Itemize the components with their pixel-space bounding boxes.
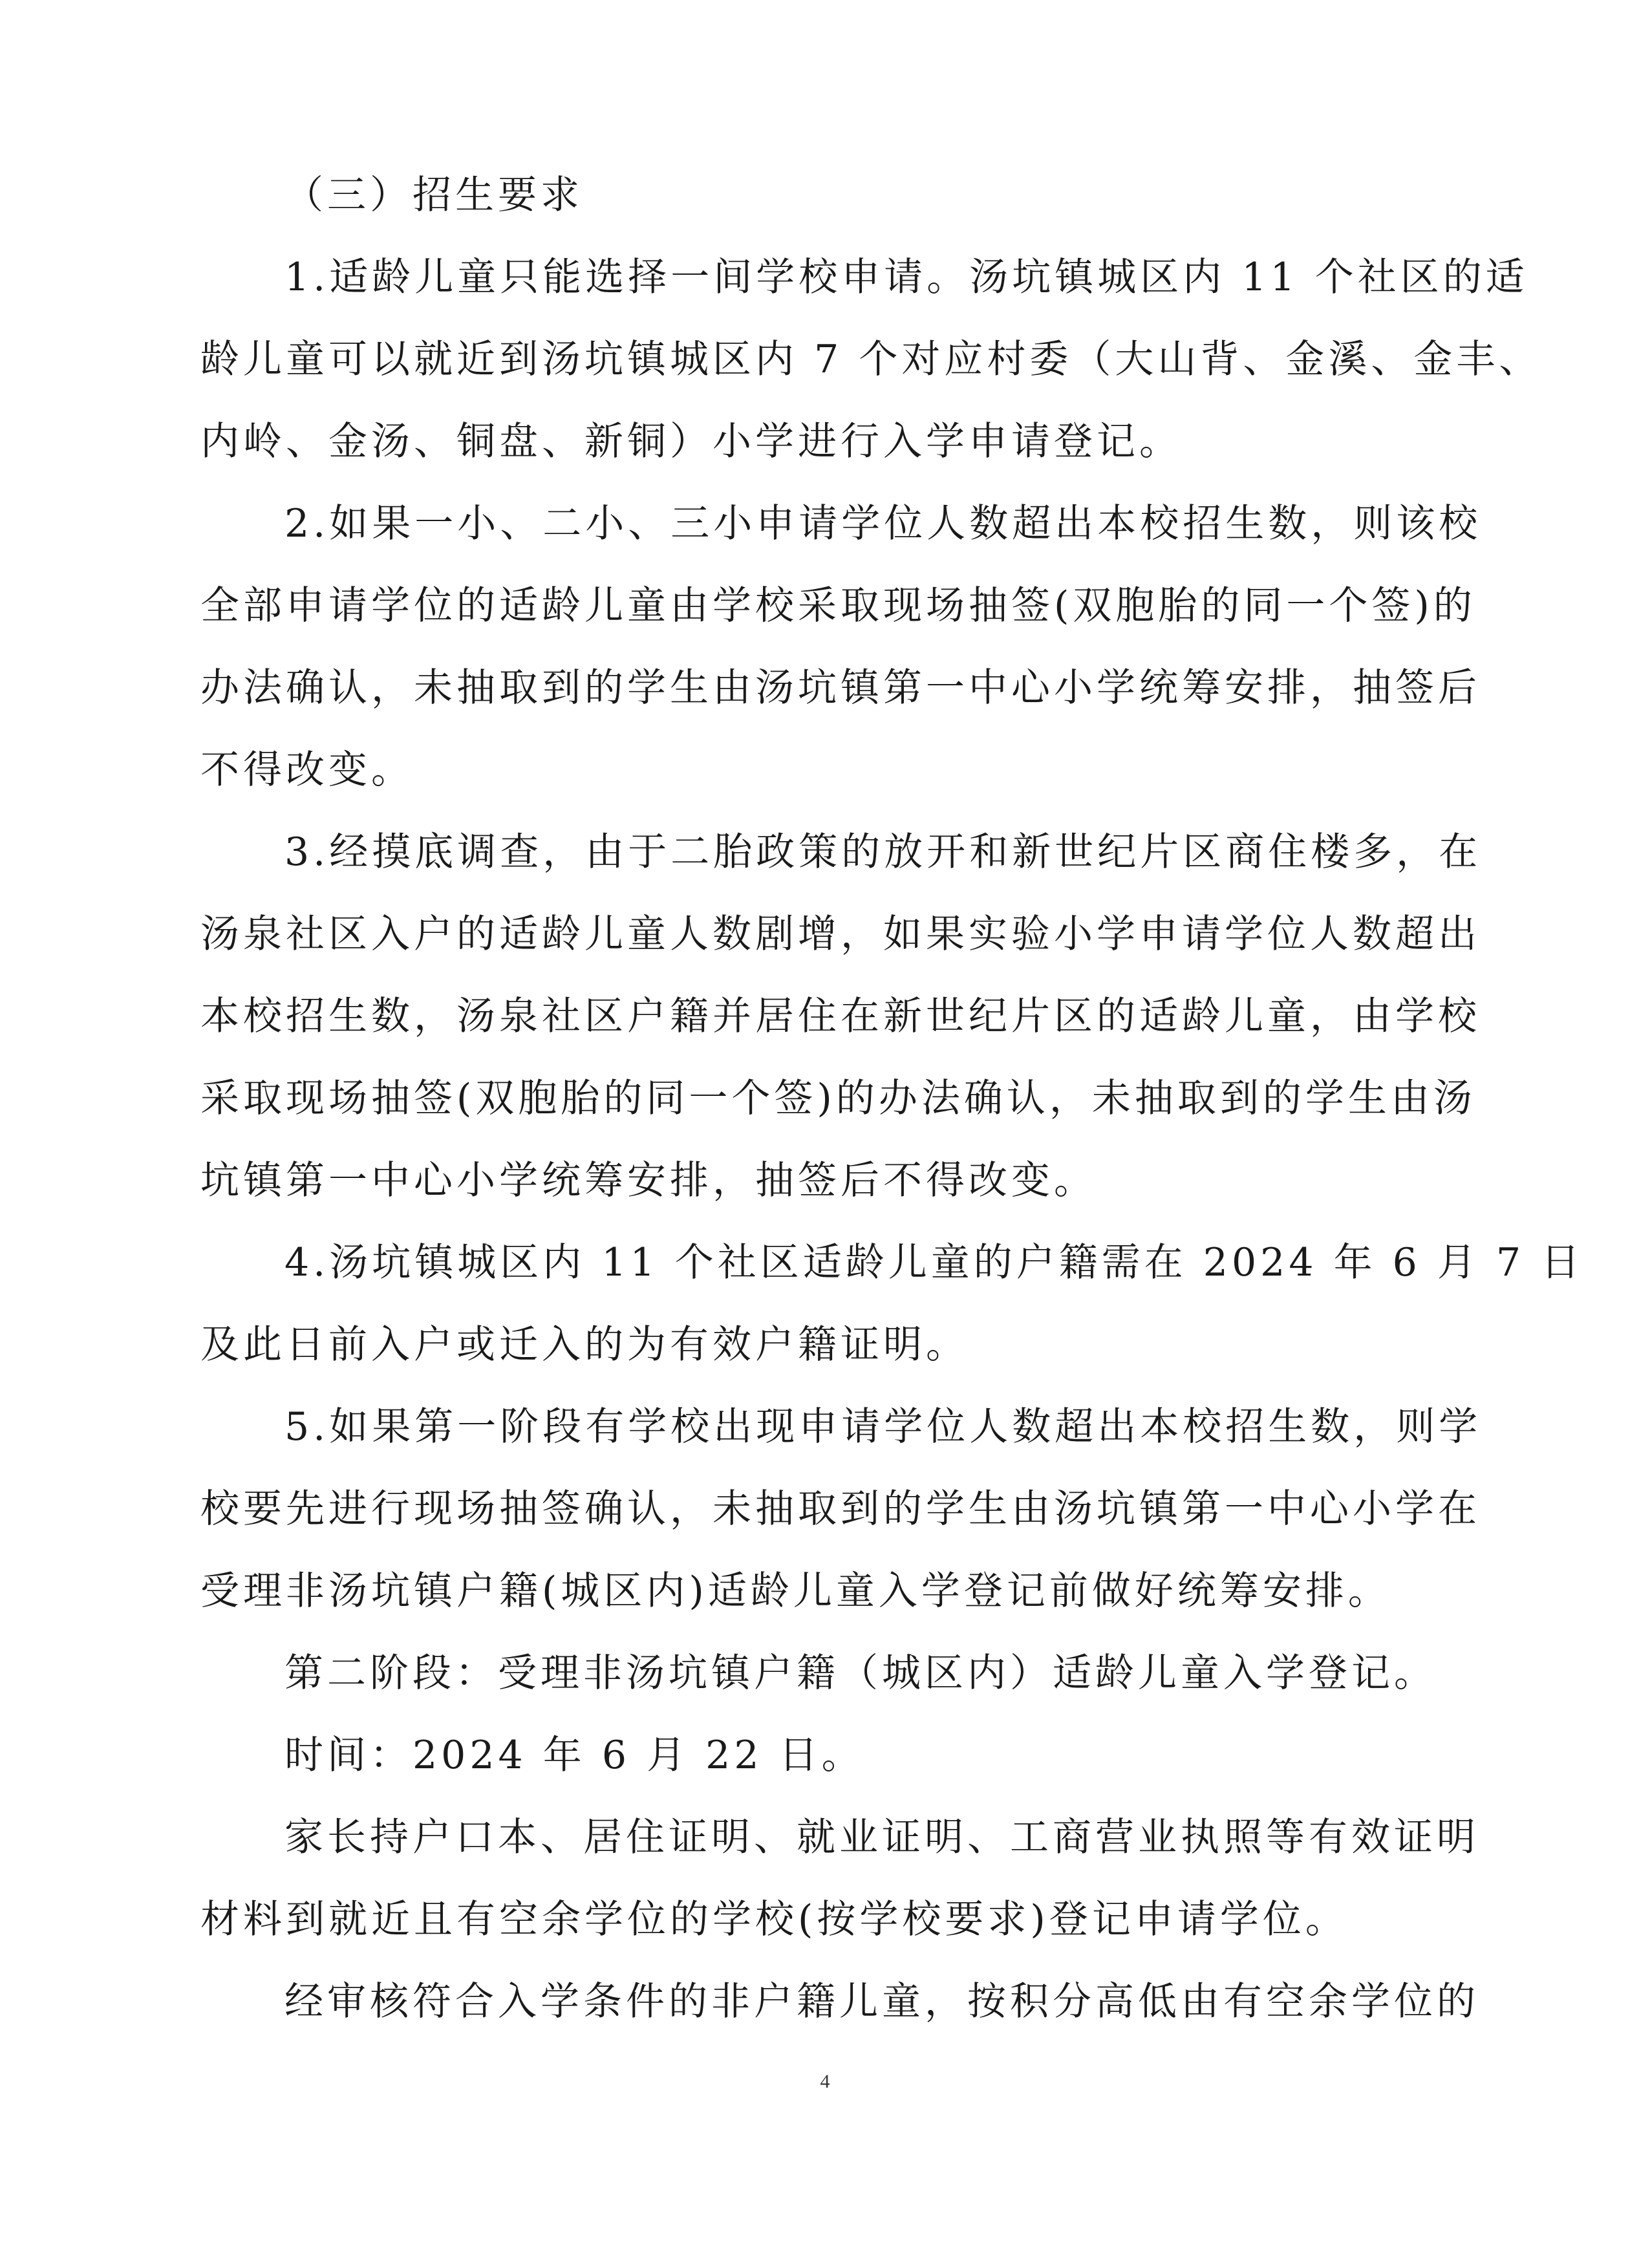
paragraph-line: 本校招生数，汤泉社区户籍并居住在新世纪片区的适龄儿童，由学校 — [200, 994, 1481, 1039]
paragraph-line: 汤泉社区入户的适龄儿童人数剧增，如果实验小学申请学位人数超出 — [200, 912, 1481, 957]
paragraph-line: 不得改变。 — [200, 747, 414, 793]
paragraph-line: 5.如果第一阶段有学校出现申请学位人数超出本校招生数，则学 — [284, 1404, 1482, 1450]
paragraph-line: 采取现场抽签(双胞胎的同一个签)的办法确认，未抽取到的学生由汤 — [200, 1076, 1476, 1121]
paragraph-line: 材料到就近且有空余学位的学校(按学校要求)登记申请学位。 — [200, 1897, 1348, 1942]
paragraph-line: 办法确认，未抽取到的学生由汤坑镇第一中心小学统筹安排，抽签后 — [200, 665, 1481, 711]
paragraph-line: 时间：2024 年 6 月 22 日。 — [284, 1733, 864, 1778]
paragraph-line: 1.适龄儿童只能选择一间学校申请。汤坑镇城区内 11 个社区的适 — [284, 255, 1528, 300]
paragraph-line: 2.如果一小、二小、三小申请学位人数超出本校招生数，则该校 — [284, 501, 1482, 546]
paragraph-line: 及此日前入户或迁入的为有效户籍证明。 — [200, 1322, 969, 1367]
paragraph-line: 坑镇第一中心小学统筹安排，抽签后不得改变。 — [200, 1158, 1097, 1203]
paragraph-line: 4.汤坑镇城区内 11 个社区适龄儿童的户籍需在 2024 年 6 月 7 日 — [284, 1240, 1584, 1285]
paragraph-line: 3.经摸底调查，由于二胎政策的放开和新世纪片区商住楼多，在 — [284, 829, 1482, 875]
section-heading: （三）招生要求 — [284, 173, 583, 218]
stage-heading: 第二阶段：受理非汤坑镇户籍（城区内）适龄儿童入学登记。 — [284, 1651, 1437, 1696]
paragraph-line: 经审核符合入学条件的非户籍儿童，按积分高低由有空余学位的 — [284, 1979, 1479, 2024]
paragraph-line: 内岭、金汤、铜盘、新铜）小学进行入学申请登记。 — [200, 419, 1182, 464]
paragraph-line: 龄儿童可以就近到汤坑镇城区内 7 个对应村委（大山背、金溪、金丰、 — [200, 337, 1542, 382]
paragraph-line: 受理非汤坑镇户籍(城区内)适龄儿童入学登记前做好统筹安排。 — [200, 1568, 1391, 1614]
paragraph-line: 校要先进行现场抽签确认，未抽取到的学生由汤坑镇第一中心小学在 — [200, 1486, 1481, 1532]
paragraph-line: 家长持户口本、居住证明、就业证明、工商营业执照等有效证明 — [284, 1815, 1479, 1860]
page-number: 4 — [820, 2071, 830, 2092]
paragraph-line: 全部申请学位的适龄儿童由学校采取现场抽签(双胞胎的同一个签)的 — [200, 583, 1476, 628]
